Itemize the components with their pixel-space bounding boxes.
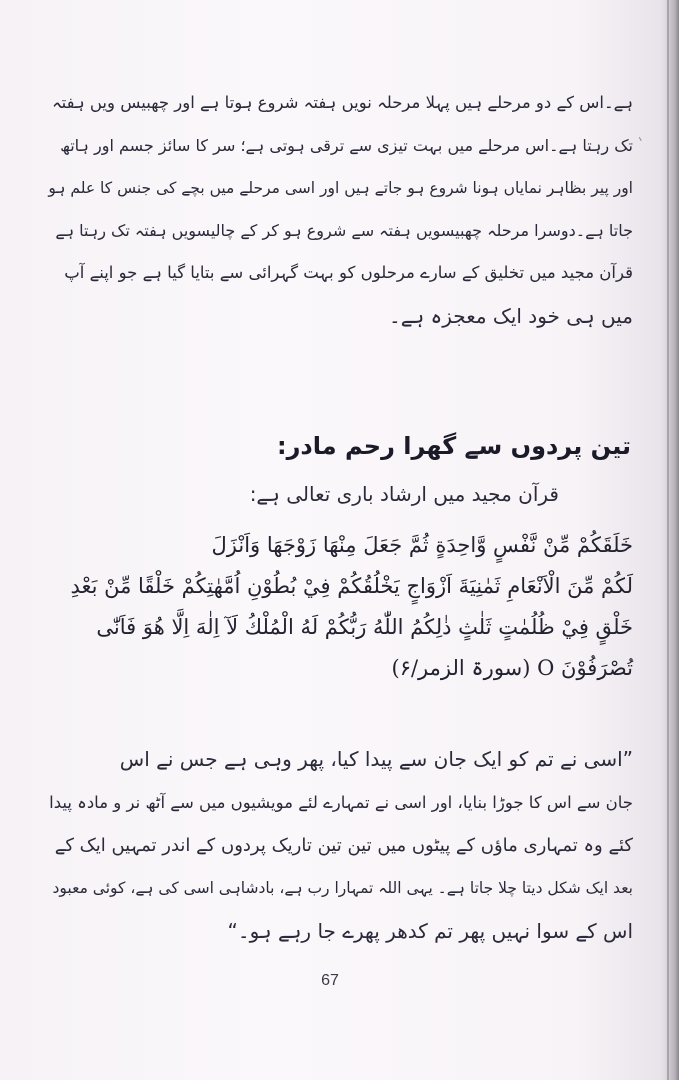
verse-intro: قرآن مجید میں ارشاد باری تعالی ہے: [249,482,559,506]
paragraph-1 [48,82,633,337]
text-line: اور پیر بظاہر نمایاں ہونا شروع ہو جاتے ہیں اور اسی مرحلے میں بچے کی جنس کا علم ہو [48,179,633,197]
margin-mark [635,137,641,143]
page-number: 67 [321,972,339,989]
page-edge-line [667,0,669,1080]
verse-translation [48,738,633,953]
quran-verse [48,525,633,689]
section-heading: تین پردوں سے گھرا رحم مادر: [277,432,631,460]
text-line: قرآن مجید میں تخلیق کے سارے مرحلوں کو بہت گہرائی سے بتایا گیا ہے جو اپنے آپ [64,263,633,282]
text-line: ہے۔اس کے دو مرحلے ہیں پہلا مرحلہ نویں ہفتہ شروع ہوتا ہے اور چھبیس ویں ہفتہ [51,93,633,112]
verse-line: تُصْرَفُوْنَ O (سورۃ الزمر/۶) [391,656,633,680]
verse-line: لَكُمْ مِّنَ الْاَنْعَامِ ثَمٰنِيَةَ اَزْوَاجٍ يَخْلُقُكُمْ فِيْ بُطُوْنِ اُمَّهٰتِكُمْ خَلْقًا مِّنْ بَعْدِ [70,574,633,598]
text-line: تک رہتا ہے۔اس مرحلے میں بہت تیزی سے ترقی ہوتی ہے؛ سر کا سائز جسم اور ہاتھ [60,135,633,155]
verse-line: خَلَقَكُمْ مِّنْ نَّفْسٍ وَّاحِدَةٍ ثُمَّ جَعَلَ مِنْهَا زَوْجَهَا وَاَنْزَلَ [211,533,633,557]
text-line: بعد ایک شکل دیتا چلا جاتا ہے۔ یہی اللہ تمہارا رب ہے، بادشاہی اسی کی ہے، کوئی معبود [52,879,633,897]
verse-line: خَلْقٍ فِيْ ظُلُمٰتٍ ثَلٰثٍ ذٰلِكُمُ اللّٰهُ رَبُّكُمْ لَهُ الْمُلْكُ لَآ اِلٰهَ اِلَّا هُوَ فَاَنّٰى [96,615,633,639]
text-line: جاتا ہے۔دوسرا مرحلہ چھبیسویں ہفتہ سے شروع ہو کر کے چالیسویں ہفتہ تک رہتا ہے [55,220,633,240]
text-line: اس کے سوا نہیں پھر تم کدھر پھرے جا رہے ہو۔“ [227,919,633,943]
text-line: کئے وہ تمہاری ماؤں کے پیٹوں میں تین تین تاریک پردوں کے اندر تمہیں ایک کے [54,835,633,856]
text-line: ”اسی نے تم کو ایک جان سے پیدا کیا، پھر وہی ہے جس نے اس [119,747,633,771]
text-line: جان سے اس کا جوڑا بنایا، اور اسی نے تمہارے لئے مویشیوں میں سے آٹھ نر و مادہ پیدا [49,793,633,812]
text-line: میں ہی خود ایک معجزہ ہے۔ [389,303,633,328]
